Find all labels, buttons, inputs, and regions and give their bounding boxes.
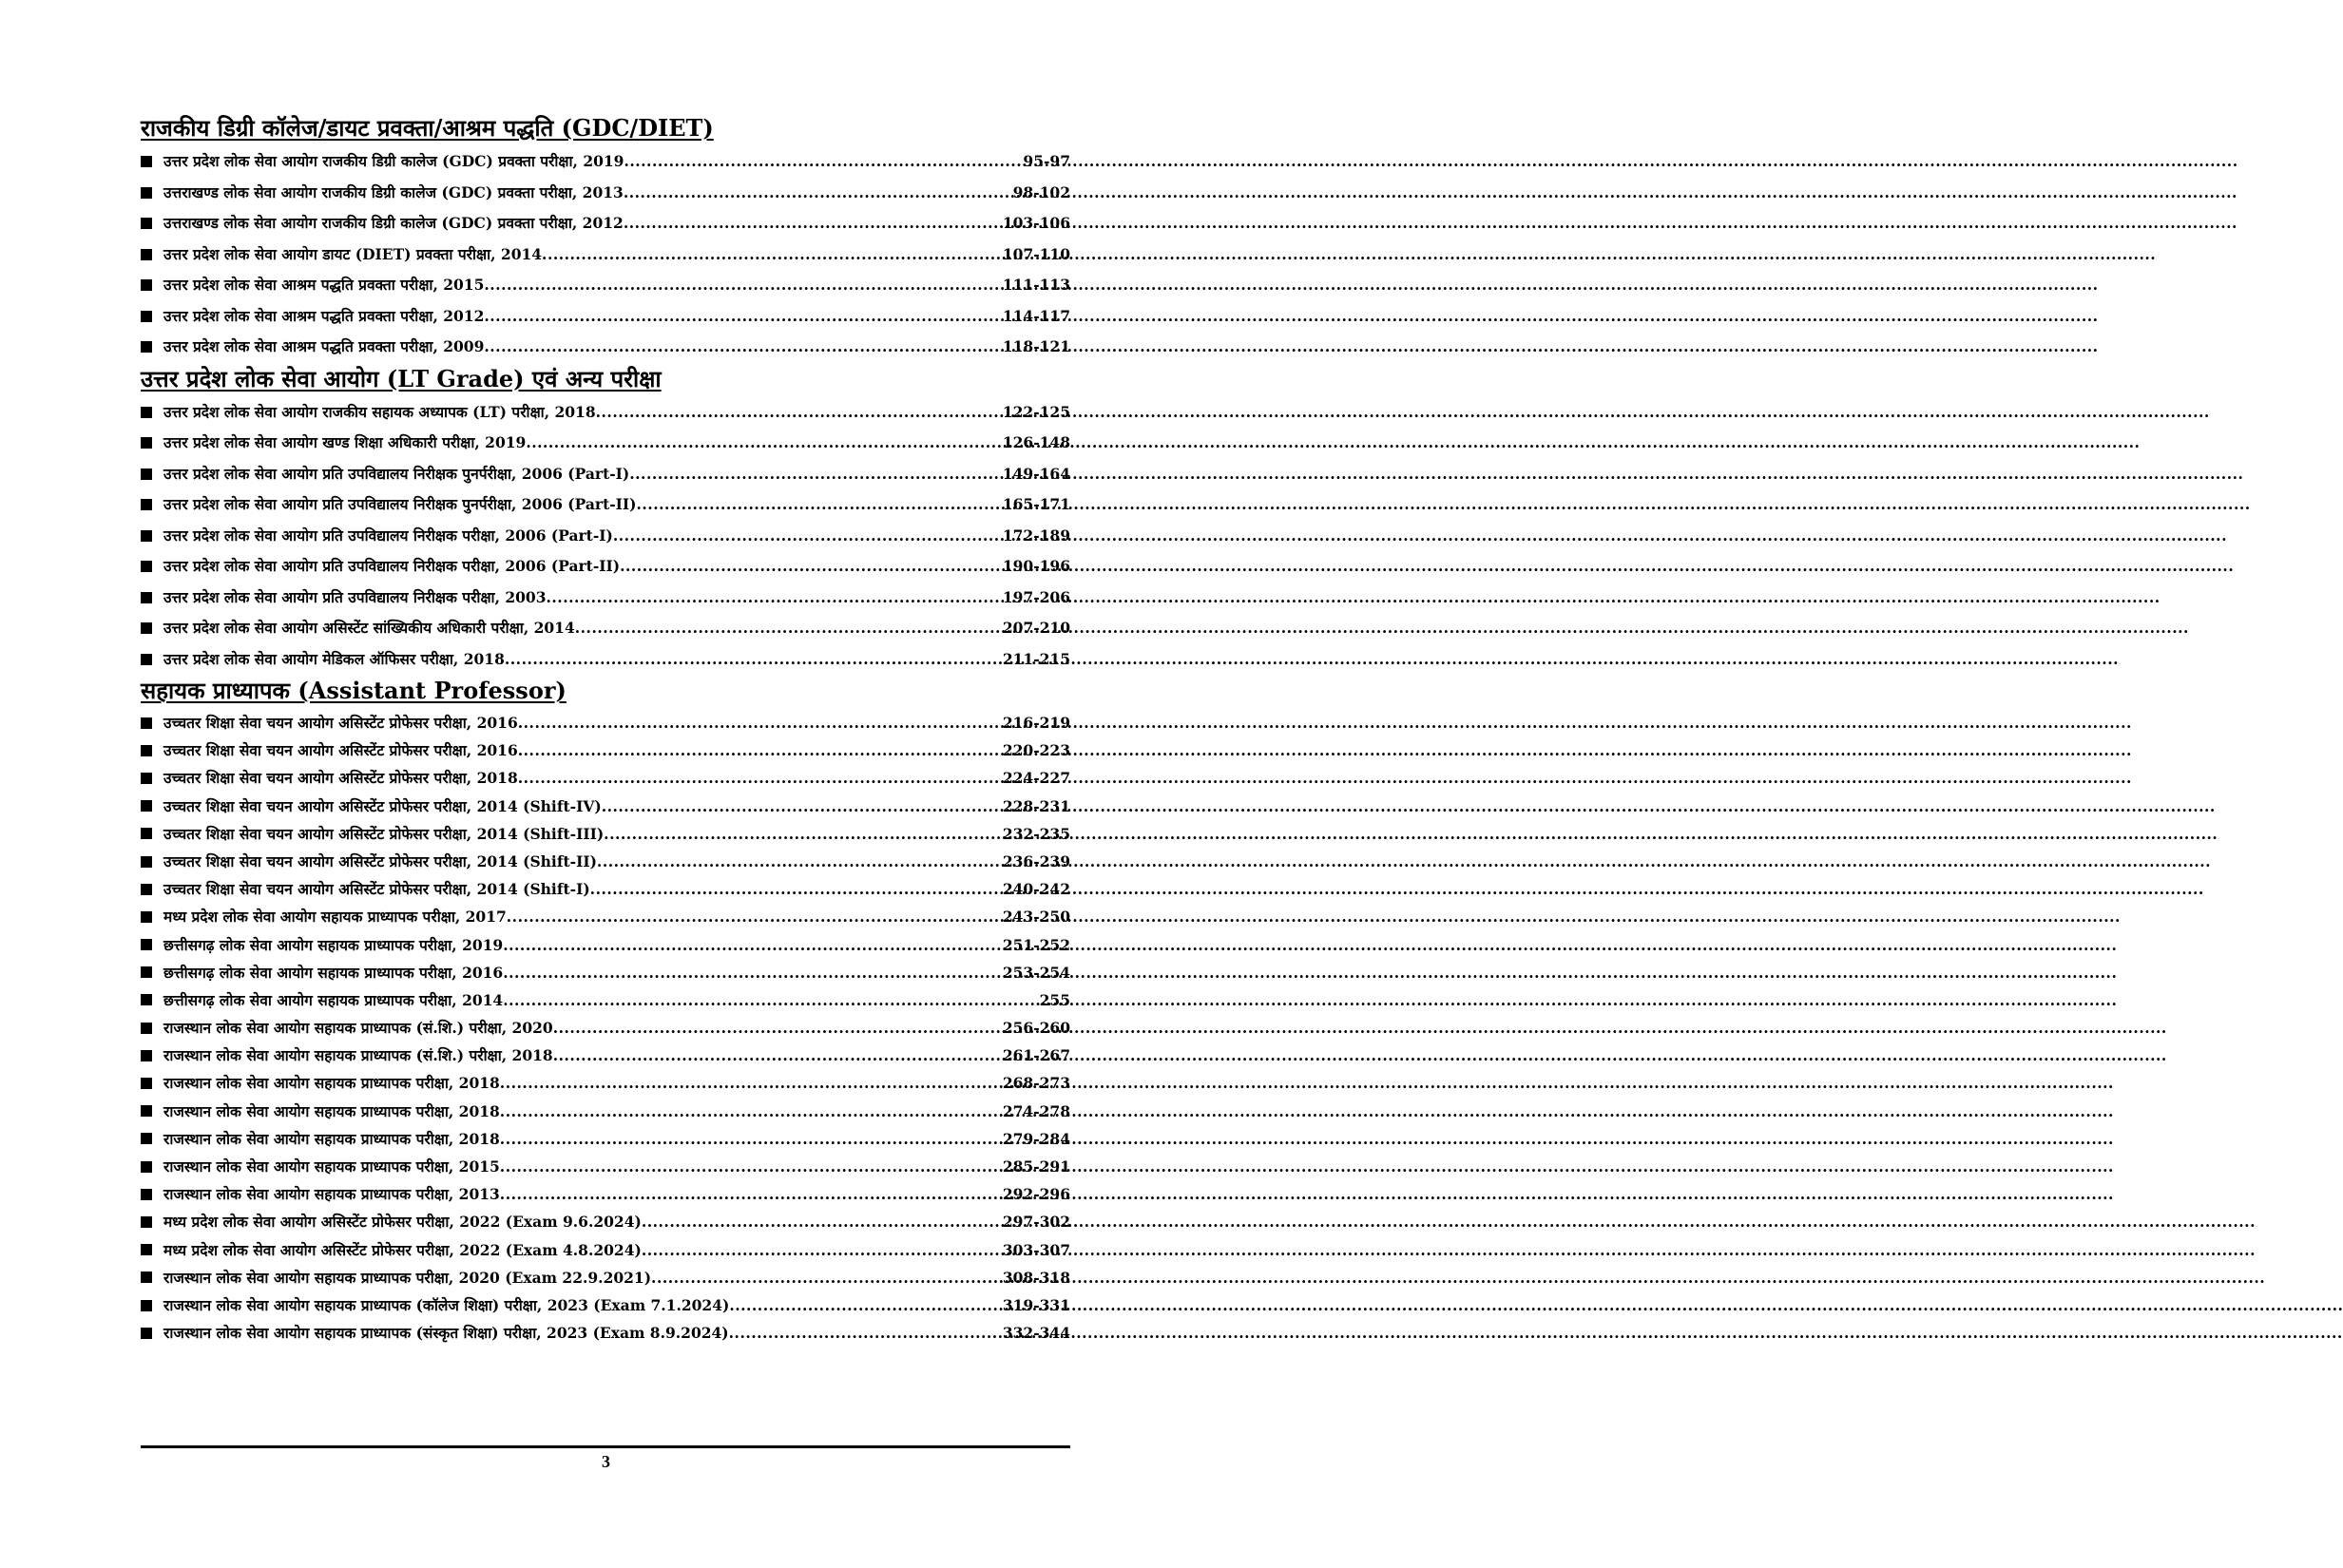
- toc-entry: [141, 270, 1070, 301]
- dot-leader: [597, 848, 1001, 875]
- square-bullet-icon: [141, 499, 152, 510]
- square-bullet-icon: [141, 654, 152, 665]
- toc-entry: [141, 208, 1070, 239]
- toc-entry: [141, 459, 1070, 490]
- entry-page-range: 98-102: [1012, 182, 1070, 201]
- entry-page-range: 240-242: [1002, 880, 1070, 899]
- entry-page-range: 122-125: [1002, 402, 1070, 421]
- toc-entry: [141, 1042, 1070, 1069]
- dot-leader: [518, 736, 1001, 764]
- square-bullet-icon: [141, 828, 152, 839]
- dot-leader: [553, 1042, 1001, 1069]
- entry-page-range: 268-273: [1002, 1074, 1070, 1093]
- entry-title: राजस्थान लोक सेवा आयोग सहायक प्राध्यापक परीक्षा, 2013: [163, 1185, 500, 1204]
- square-bullet-icon: [141, 468, 152, 480]
- entry-list: [141, 146, 1070, 363]
- entry-title: उच्चतर शिक्षा सेवा चयन आयोग असिस्टेंट प्रोफेसर परीक्षा, 2014 (Shift-I): [163, 880, 590, 899]
- square-bullet-icon: [141, 745, 152, 756]
- entry-page-range: 332-344: [1002, 1324, 1070, 1343]
- entry-title: उत्तर प्रदेश लोक सेवा आयोग राजकीय सहायक अध्यापक (LT) परीक्षा, 2018: [163, 402, 596, 421]
- entry-page-range: 224-227: [1002, 769, 1070, 788]
- dot-leader: [602, 793, 1001, 820]
- dot-leader: [500, 1125, 1001, 1153]
- dot-leader: [651, 1264, 1001, 1291]
- dot-leader: [547, 583, 1001, 614]
- toc-entry: [141, 764, 1070, 792]
- entry-title: उत्तर प्रदेश लोक सेवा आयोग प्रति उपविद्यालय निरीक्षक पुनर्परीक्षा, 2006 (Part-I): [163, 464, 630, 483]
- toc-entry: [141, 583, 1070, 614]
- toc-entry: [141, 301, 1070, 333]
- dot-leader: [484, 270, 1000, 301]
- section-heading: उत्तर प्रदेश लोक सेवा आयोग (LT Grade) एवं अन्य परीक्षा: [141, 364, 662, 392]
- dot-leader: [729, 1319, 1001, 1347]
- square-bullet-icon: [141, 939, 152, 950]
- toc-entry: [141, 986, 1070, 1014]
- toc-entry: [141, 146, 1070, 178]
- entry-title: राजस्थान लोक सेवा आयोग सहायक प्राध्यापक (कॉलेज शिक्षा) परीक्षा, 2023 (Exam 7.1.2024): [163, 1295, 730, 1314]
- toc-entry: [141, 332, 1070, 363]
- square-bullet-icon: [141, 1133, 152, 1144]
- square-bullet-icon: [141, 856, 152, 868]
- dot-leader: [629, 459, 1001, 490]
- entry-title: छत्तीसगढ़ लोक सेवा आयोग सहायक प्राध्यापक परीक्षा, 2014: [163, 990, 504, 1009]
- toc-entry: [141, 1291, 1070, 1319]
- entry-page-range: 308-318: [1002, 1268, 1070, 1287]
- dot-leader: [642, 1236, 1001, 1264]
- toc-entry: [141, 875, 1070, 903]
- square-bullet-icon: [141, 884, 152, 895]
- square-bullet-icon: [141, 592, 152, 603]
- entry-page-range: 232-235: [1002, 824, 1070, 843]
- entry-page-range: 228-231: [1002, 796, 1070, 815]
- dot-leader: [624, 208, 1001, 239]
- square-bullet-icon: [141, 717, 152, 729]
- entry-page-range: 236-239: [1002, 851, 1070, 870]
- toc-entry: [141, 820, 1070, 848]
- dot-leader: [613, 521, 1001, 552]
- entry-page-range: 297-302: [1002, 1213, 1070, 1232]
- entry-page-range: 103-106: [1002, 214, 1070, 232]
- toc-section-lt-grade: [141, 363, 1070, 676]
- table-of-contents: [141, 112, 1070, 1347]
- section-heading: राजकीय डिग्री कॉलेज/डायट प्रवक्ता/आश्रम पद्धति (GDC/DIET): [141, 114, 714, 142]
- entry-title: उत्तर प्रदेश लोक सेवा आश्रम पद्धति प्रवक्ता परीक्षा, 2012: [163, 306, 485, 325]
- square-bullet-icon: [141, 1050, 152, 1061]
- toc-entry: [141, 931, 1070, 959]
- toc-entry: [141, 793, 1070, 820]
- entry-title: उत्तर प्रदेश लोक सेवा आयोग मेडिकल ऑफिसर परीक्षा, 2018: [163, 649, 505, 668]
- square-bullet-icon: [141, 1023, 152, 1034]
- entry-page-range: 190-196: [1002, 557, 1070, 575]
- entry-page-range: 207-210: [1002, 619, 1070, 637]
- entry-page-range: 114-117: [1002, 306, 1070, 325]
- entry-page-range: 292-296: [1002, 1185, 1070, 1204]
- entry-page-range: 303-307: [1002, 1240, 1070, 1259]
- toc-entry: [141, 644, 1070, 676]
- toc-entry: [141, 959, 1070, 986]
- dot-leader: [596, 397, 1001, 429]
- entry-title: उच्चतर शिक्षा सेवा चयन आयोग असिस्टेंट प्रोफेसर परीक्षा, 2014 (Shift-III): [163, 824, 605, 843]
- toc-entry: [141, 1153, 1070, 1180]
- entry-page-range: 285-291: [1002, 1157, 1070, 1176]
- square-bullet-icon: [141, 911, 152, 923]
- entry-page-range: 255: [1039, 990, 1070, 1009]
- square-bullet-icon: [141, 1189, 152, 1200]
- square-bullet-icon: [141, 156, 152, 167]
- square-bullet-icon: [141, 773, 152, 784]
- entry-page-range: 279-284: [1002, 1129, 1070, 1148]
- entry-page-range: 197-206: [1002, 587, 1070, 606]
- dot-leader: [500, 1069, 1001, 1097]
- entry-page-range: 261-267: [1002, 1046, 1070, 1065]
- square-bullet-icon: [141, 311, 152, 322]
- entry-title: उत्तर प्रदेश लोक सेवा आयोग डायट (DIET) प्रवक्ता परीक्षा, 2014: [163, 244, 543, 263]
- toc-entry: [141, 521, 1070, 552]
- square-bullet-icon: [141, 561, 152, 572]
- dot-leader: [624, 146, 1021, 178]
- entry-page-range: 165-171: [1002, 495, 1070, 513]
- entry-title: छत्तीसगढ़ लोक सेवा आयोग सहायक प्राध्यापक परीक्षा, 2019: [163, 935, 504, 954]
- footer-divider: [141, 1445, 1070, 1448]
- entry-page-range: 149-164: [1002, 464, 1070, 483]
- entry-title: राजस्थान लोक सेवा आयोग सहायक प्राध्यापक (सं.शि.) परीक्षा, 2018: [163, 1046, 553, 1065]
- dot-leader: [604, 820, 1001, 848]
- entry-page-range: 319-331: [1002, 1295, 1070, 1314]
- dot-leader: [553, 1014, 1001, 1042]
- entry-title: उत्तराखण्ड लोक सेवा आयोग राजकीय डिग्री कालेज (GDC) प्रवक्ता परीक्षा, 2012: [163, 214, 624, 232]
- toc-entry: [141, 1014, 1070, 1042]
- toc-entry: [141, 239, 1070, 271]
- entry-list: [141, 397, 1070, 676]
- entry-page-range: 118-121: [1002, 337, 1070, 355]
- toc-section-assistant-professor: [141, 675, 1070, 1347]
- entry-page-range: 95-97: [1023, 152, 1070, 170]
- entry-title: उत्तर प्रदेश लोक सेवा आश्रम पद्धति प्रवक्ता परीक्षा, 2009: [163, 337, 485, 355]
- entry-title: उत्तर प्रदेश लोक सेवा आयोग खण्ड शिक्षा अधिकारी परीक्षा, 2019: [163, 433, 527, 451]
- entry-page-range: 111-113: [1002, 276, 1070, 294]
- dot-leader: [575, 613, 1001, 644]
- dot-leader: [484, 332, 1000, 363]
- square-bullet-icon: [141, 1161, 152, 1173]
- dot-leader: [518, 764, 1001, 792]
- square-bullet-icon: [141, 341, 152, 353]
- dot-leader: [526, 428, 1001, 459]
- entry-title: उच्चतर शिक्षा सेवा चयन आयोग असिस्टेंट प्रोफेसर परीक्षा, 2016: [163, 741, 518, 760]
- square-bullet-icon: [141, 1078, 152, 1089]
- toc-entry: [141, 1180, 1070, 1208]
- entry-title: राजस्थान लोक सेवा आयोग सहायक प्राध्यापक (संस्कृत शिक्षा) परीक्षा, 2023 (Exam 8.9.2024): [163, 1324, 729, 1343]
- dot-leader: [637, 489, 1001, 521]
- dot-leader: [503, 931, 1001, 959]
- page-number: 3: [602, 1452, 610, 1471]
- dot-leader: [500, 1180, 1001, 1208]
- entry-page-range: 274-278: [1002, 1101, 1070, 1120]
- square-bullet-icon: [141, 994, 152, 1005]
- square-bullet-icon: [141, 1272, 152, 1283]
- dot-leader: [500, 1153, 1001, 1180]
- entry-page-range: 107-110: [1002, 244, 1070, 263]
- square-bullet-icon: [141, 1328, 152, 1339]
- square-bullet-icon: [141, 1300, 152, 1311]
- entry-title: मध्य प्रदेश लोक सेवा आयोग असिस्टेंट प्रोफेसर परीक्षा, 2022 (Exam 4.8.2024): [163, 1240, 642, 1259]
- toc-entry: [141, 1098, 1070, 1125]
- square-bullet-icon: [141, 966, 152, 978]
- entry-page-range: 216-219: [1002, 714, 1070, 732]
- toc-entry: [141, 1236, 1070, 1264]
- toc-entry: [141, 428, 1070, 459]
- toc-entry: [141, 489, 1070, 521]
- square-bullet-icon: [141, 800, 152, 812]
- dot-leader: [518, 709, 1001, 736]
- entry-title: राजस्थान लोक सेवा आयोग सहायक प्राध्यापक परीक्षा, 2015: [163, 1157, 500, 1176]
- entry-page-range: 126-148: [1002, 433, 1070, 451]
- dot-leader: [500, 1098, 1001, 1125]
- toc-entry: [141, 848, 1070, 875]
- square-bullet-icon: [141, 622, 152, 634]
- entry-page-range: 220-223: [1002, 741, 1070, 760]
- entry-page-range: 243-250: [1002, 908, 1070, 927]
- entry-title: छत्तीसगढ़ लोक सेवा आयोग सहायक प्राध्यापक परीक्षा, 2016: [163, 963, 504, 982]
- toc-entry: [141, 1125, 1070, 1153]
- toc-entry: [141, 397, 1070, 429]
- dot-leader: [505, 644, 1001, 676]
- toc-entry: [141, 903, 1070, 930]
- square-bullet-icon: [141, 279, 152, 291]
- entry-page-range: 253-254: [1002, 963, 1070, 982]
- entry-list: [141, 709, 1070, 1347]
- square-bullet-icon: [141, 249, 152, 260]
- entry-title: उत्तर प्रदेश लोक सेवा आयोग राजकीय डिग्री कालेज (GDC) प्रवक्ता परीक्षा, 2019: [163, 152, 624, 170]
- toc-entry: [141, 1264, 1070, 1291]
- toc-entry: [141, 1069, 1070, 1097]
- square-bullet-icon: [141, 407, 152, 418]
- square-bullet-icon: [141, 187, 152, 199]
- toc-entry: [141, 1319, 1070, 1347]
- entry-title: राजस्थान लोक सेवा आयोग सहायक प्राध्यापक परीक्षा, 2018: [163, 1129, 500, 1148]
- square-bullet-icon: [141, 1105, 152, 1117]
- entry-title: उत्तर प्रदेश लोक सेवा आयोग प्रति उपविद्यालय निरीक्षक परीक्षा, 2003: [163, 587, 547, 606]
- toc-entry: [141, 551, 1070, 583]
- toc-entry: [141, 736, 1070, 764]
- entry-title: उत्तर प्रदेश लोक सेवा आयोग प्रति उपविद्यालय निरीक्षक पुनर्परीक्षा, 2006 (Part-II): [163, 495, 637, 513]
- entry-title: मध्य प्रदेश लोक सेवा आयोग सहायक प्राध्यापक परीक्षा, 2017: [163, 908, 507, 927]
- entry-title: उच्चतर शिक्षा सेवा चयन आयोग असिस्टेंट प्रोफेसर परीक्षा, 2016: [163, 714, 518, 732]
- entry-title: राजस्थान लोक सेवा आयोग सहायक प्राध्यापक परीक्षा, 2018: [163, 1101, 500, 1120]
- section-heading: सहायक प्राध्यापक (Assistant Professor): [141, 677, 567, 704]
- entry-title: मध्य प्रदेश लोक सेवा आयोग असिस्टेंट प्रोफेसर परीक्षा, 2022 (Exam 9.6.2024): [163, 1213, 642, 1232]
- dot-leader: [503, 959, 1001, 986]
- entry-title: उच्चतर शिक्षा सेवा चयन आयोग असिस्टेंट प्रोफेसर परीक्षा, 2018: [163, 769, 518, 788]
- dot-leader: [620, 551, 1001, 583]
- dot-leader: [503, 986, 1037, 1014]
- square-bullet-icon: [141, 437, 152, 449]
- entry-page-range: 256-260: [1002, 1019, 1070, 1038]
- dot-leader: [542, 239, 1001, 271]
- toc-entry: [141, 709, 1070, 736]
- entry-title: उच्चतर शिक्षा सेवा चयन आयोग असिस्टेंट प्रोफेसर परीक्षा, 2014 (Shift-IV): [163, 796, 602, 815]
- square-bullet-icon: [141, 530, 152, 542]
- entry-page-range: 211-215: [1002, 649, 1070, 668]
- toc-section-gdc-diet: [141, 112, 1070, 363]
- entry-page-range: 172-189: [1002, 526, 1070, 545]
- dot-leader: [729, 1291, 1001, 1319]
- dot-leader: [590, 875, 1001, 903]
- entry-title: राजस्थान लोक सेवा आयोग सहायक प्राध्यापक परीक्षा, 2018: [163, 1074, 500, 1093]
- entry-title: उत्तर प्रदेश लोक सेवा आयोग प्रति उपविद्यालय निरीक्षक परीक्षा, 2006 (Part-II): [163, 557, 621, 575]
- toc-entry: [141, 613, 1070, 644]
- entry-title: राजस्थान लोक सेवा आयोग सहायक प्राध्यापक परीक्षा, 2020 (Exam 22.9.2021): [163, 1268, 652, 1287]
- entry-title: उत्तराखण्ड लोक सेवा आयोग राजकीय डिग्री कालेज (GDC) प्रवक्ता परीक्षा, 2013: [163, 182, 624, 201]
- toc-entry: [141, 1208, 1070, 1235]
- entry-page-range: 251-252: [1002, 935, 1070, 954]
- entry-title: उत्तर प्रदेश लोक सेवा आश्रम पद्धति प्रवक्ता परीक्षा, 2015: [163, 276, 485, 294]
- entry-title: उत्तर प्रदेश लोक सेवा आयोग असिस्टेंट सांख्यिकीय अधिकारी परीक्षा, 2014: [163, 619, 575, 637]
- dot-leader: [507, 903, 1001, 930]
- dot-leader: [484, 301, 1000, 333]
- toc-entry: [141, 178, 1070, 209]
- dot-leader: [624, 178, 1011, 209]
- entry-title: उत्तर प्रदेश लोक सेवा आयोग प्रति उपविद्यालय निरीक्षक परीक्षा, 2006 (Part-I): [163, 526, 613, 545]
- square-bullet-icon: [141, 218, 152, 229]
- dot-leader: [642, 1208, 1001, 1235]
- entry-title: राजस्थान लोक सेवा आयोग सहायक प्राध्यापक (सं.शि.) परीक्षा, 2020: [163, 1019, 553, 1038]
- entry-title: उच्चतर शिक्षा सेवा चयन आयोग असिस्टेंट प्रोफेसर परीक्षा, 2014 (Shift-II): [163, 851, 597, 870]
- square-bullet-icon: [141, 1216, 152, 1228]
- square-bullet-icon: [141, 1244, 152, 1255]
